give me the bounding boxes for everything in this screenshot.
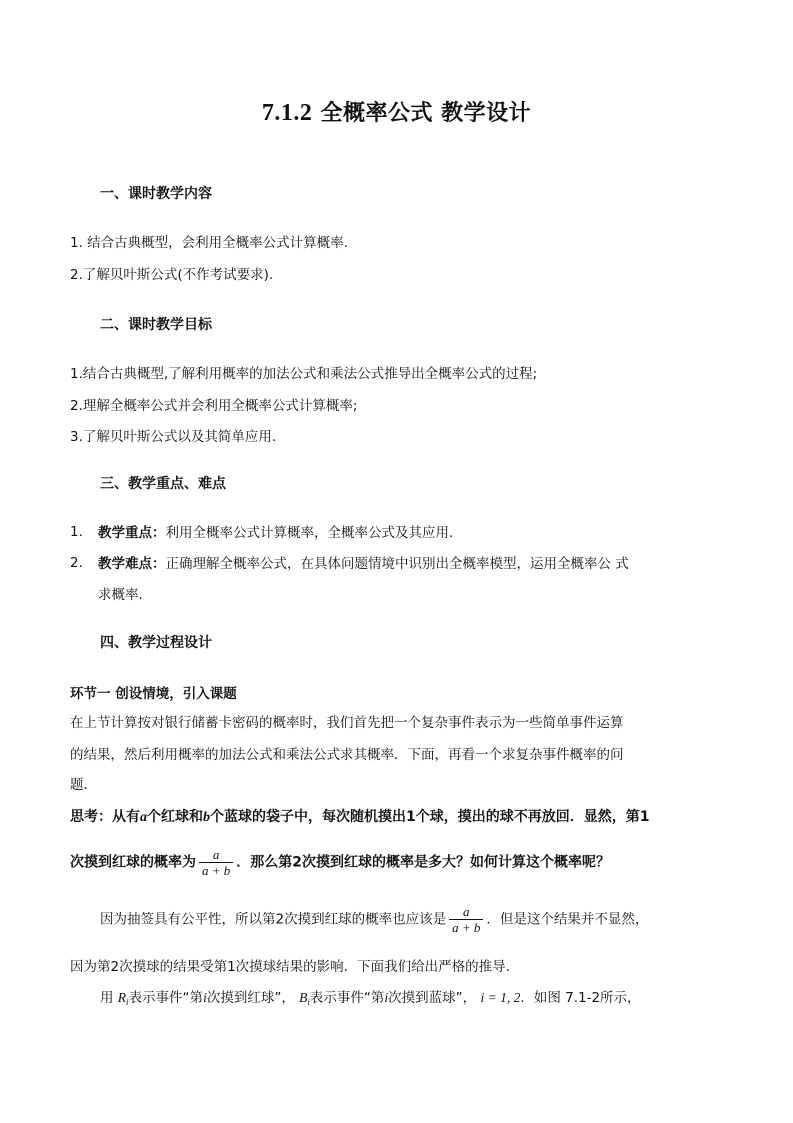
think-line-1: 思考：从有a个红球和b个蓝球的袋子中，每次随机摸出1个球，摸出的球不再放回．显然，第1 bbox=[70, 809, 650, 825]
var-b: b bbox=[203, 810, 210, 825]
s3-item-2 bbox=[98, 552, 629, 572]
page-title bbox=[0, 96, 793, 127]
var-a: a bbox=[140, 810, 147, 825]
s2-item-2: 2.理解全概率公式并会利用全概率公式计算概率; bbox=[70, 398, 358, 414]
fraction-a-over-a-plus-b: $\frac{a}{a + b}$ bbox=[199, 847, 233, 878]
para-1-line-2: 的结果，然后利用概率的加法公式和乘法公式求其概率．下面，再看一个求复杂事件概率的问 bbox=[70, 747, 624, 763]
section-4-heading: 四、教学过程设计 bbox=[100, 635, 212, 651]
para-2-line-2: 因为第2次摸球的结果受第1次摸球结果的影响．下面我们给出严格的推导. bbox=[70, 959, 510, 975]
s3-num-1: 1. bbox=[70, 524, 83, 540]
para-1-line-3: 题. bbox=[70, 777, 88, 793]
symbol-R-i: $R_i$ bbox=[117, 990, 129, 1007]
stage-1-heading: 环节一 创设情境，引入课题 bbox=[70, 686, 237, 702]
para-3-line-1: 用 $R_i$表示事件“第i次摸到红球”， $B_i$表示事件“第i次摸到蓝球”， i = 1, 2．如图 7.1-2所示， bbox=[100, 990, 641, 1007]
difficulty-text: 正确理解全概率公式，在具体问题情境中识别出全概率模型，运用全概率公 式 bbox=[165, 556, 629, 572]
s2-item-1: 1.结合古典概型,了解利用概率的加法公式和乘法公式推导出全概率公式的过程; bbox=[70, 366, 538, 382]
title-number: 7.1.2 bbox=[261, 100, 313, 126]
s1-item-2: 2.了解贝叶斯公式(不作考试要求). bbox=[70, 267, 274, 283]
difficulty-label: 教学难点： bbox=[98, 556, 166, 572]
para-2-line-1: 因为抽签具有公平性，所以第2次摸到红球的概率也应该是 $\frac{a}{a + b}$ ．但是这个结果并不显然， bbox=[100, 904, 649, 935]
s1-item-1: 1. 结合古典概型，会利用全概率公式计算概率. bbox=[70, 235, 348, 251]
section-1-heading: 一、课时教学内容 bbox=[100, 186, 212, 202]
symbol-B-i: $B_i$ bbox=[299, 990, 310, 1007]
key-point-label: 教学重点： bbox=[98, 525, 166, 541]
s2-item-3: 3.了解贝叶斯公式以及其简单应用. bbox=[70, 429, 277, 445]
s3-item-1 bbox=[98, 521, 453, 541]
fraction-a-over-a-plus-b-2: $\frac{a}{a + b}$ bbox=[449, 904, 483, 935]
para-1-line-1: 在上节计算按对银行储蓄卡密码的概率时，我们首先把一个复杂事件表示为一些简单事件运算 bbox=[70, 715, 624, 731]
think-line-2: 次摸到红球的概率为 $\frac{a}{a + b}$ ．那么第2次摸到红球的概率是多大？如何计算这个概率呢？ bbox=[70, 847, 611, 878]
section-2-heading: 二、课时教学目标 bbox=[100, 317, 212, 333]
s3-item-2-cont: 求概率. bbox=[98, 587, 143, 603]
title-text: 全概率公式 教学设计 bbox=[320, 101, 532, 126]
index-range: i = 1, 2 bbox=[480, 990, 521, 1005]
section-3-heading: 三、教学重点、难点 bbox=[100, 476, 226, 492]
s3-num-2: 2. bbox=[70, 555, 83, 571]
key-point-text: 利用全概率公式计算概率，全概率公式及其应用. bbox=[165, 525, 454, 541]
